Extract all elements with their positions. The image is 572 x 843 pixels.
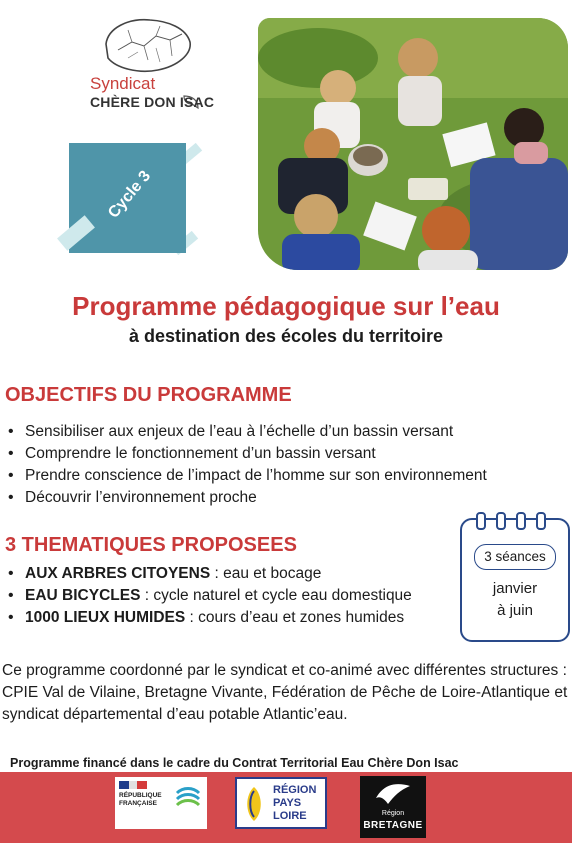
republique-francaise-logo: [115, 777, 207, 829]
theme-name: AUX ARBRES CITOYENS: [25, 565, 211, 582]
page-title: Programme pédagogique sur l’eau: [72, 291, 500, 321]
bretagne-text: BRETAGNE: [363, 820, 423, 831]
list-item: [5, 607, 455, 629]
funding-note: Programme financé dans le cadre du Contrat Territorial Eau Chère Don Isac: [10, 756, 459, 770]
pays-text-1: RÉGION: [273, 784, 317, 796]
theme-name: EAU BICYCLES: [25, 587, 141, 604]
children-outdoor-photo: [258, 18, 568, 270]
bretagne-bird-icon: [374, 780, 412, 806]
sessions-period: [462, 578, 568, 622]
themes-heading: 3 THEMATIQUES PROPOSEES: [5, 534, 297, 556]
cycle-badge-label: Cycle 3: [105, 167, 155, 222]
sessions-count: 3 séances: [474, 544, 556, 570]
rf-text-2: FRANÇAISE: [119, 800, 157, 807]
region-emblem-icon: [241, 785, 267, 823]
theme-desc: : eau et bocage: [210, 565, 322, 582]
theme-desc: : cours d’eau et zones humides: [185, 609, 405, 626]
partners-bar: [0, 772, 572, 843]
sessions-notebook: [460, 518, 570, 642]
pays-text-3: LOIRE: [273, 810, 307, 822]
page-subtitle: à destination des écoles du territoire: [128, 326, 444, 346]
syndicat-logo: [78, 10, 218, 120]
logo-text-name: CHÈRE DON ISAC: [90, 94, 215, 110]
flag-blue: [119, 781, 129, 789]
notebook-ring-icon: [476, 512, 486, 530]
flag-red: [137, 781, 147, 789]
logo-text-syndicat: Syndicat: [90, 74, 156, 93]
list-item: • Découvrir l’environnement proche: [5, 487, 565, 509]
pays-text-2: PAYS: [273, 797, 302, 809]
theme-name: 1000 LIEUX HUMIDES: [25, 609, 186, 626]
list-item: [5, 585, 455, 607]
themes-list: [5, 563, 455, 629]
theme-desc: : cycle naturel et cycle eau domestique: [140, 587, 412, 604]
period-line1: janvier: [492, 580, 538, 597]
list-item: [5, 563, 455, 585]
region-pays-de-la-loire-logo: [235, 777, 327, 829]
objectives-heading: OBJECTIFS DU PROGRAMME: [5, 384, 292, 406]
notebook-ring-icon: [496, 512, 506, 530]
notebook-ring-icon: [516, 512, 526, 530]
bretagne-text-top: Région: [381, 810, 405, 817]
rf-text-1: RÉPUBLIQUE: [119, 792, 162, 799]
agence-eau-logo: [173, 785, 203, 811]
period-line2: à juin: [497, 602, 533, 619]
objectives-list: [5, 421, 565, 509]
flag-white: [129, 781, 137, 789]
watershed-map-icon: [98, 14, 194, 76]
program-description: Ce programme coordonné par le syndicat et co-animé avec différentes structures : CPIE Val de Vilaine, Bretagne Vivante, Fédération de Pêche de Loire-Atlantique et syndicat départemental d’eau potable Atlantic’eau.: [2, 662, 568, 723]
notebook-ring-icon: [536, 512, 546, 530]
list-item: • Sensibiliser aux enjeux de l’eau à l’échelle d’un bassin versant: [5, 421, 565, 443]
list-item: • Comprendre le fonctionnement d’un bassin versant: [5, 443, 565, 465]
region-bretagne-logo: [360, 776, 426, 838]
list-item: • Prendre conscience de l’impact de l’homme sur son environnement: [5, 465, 565, 487]
